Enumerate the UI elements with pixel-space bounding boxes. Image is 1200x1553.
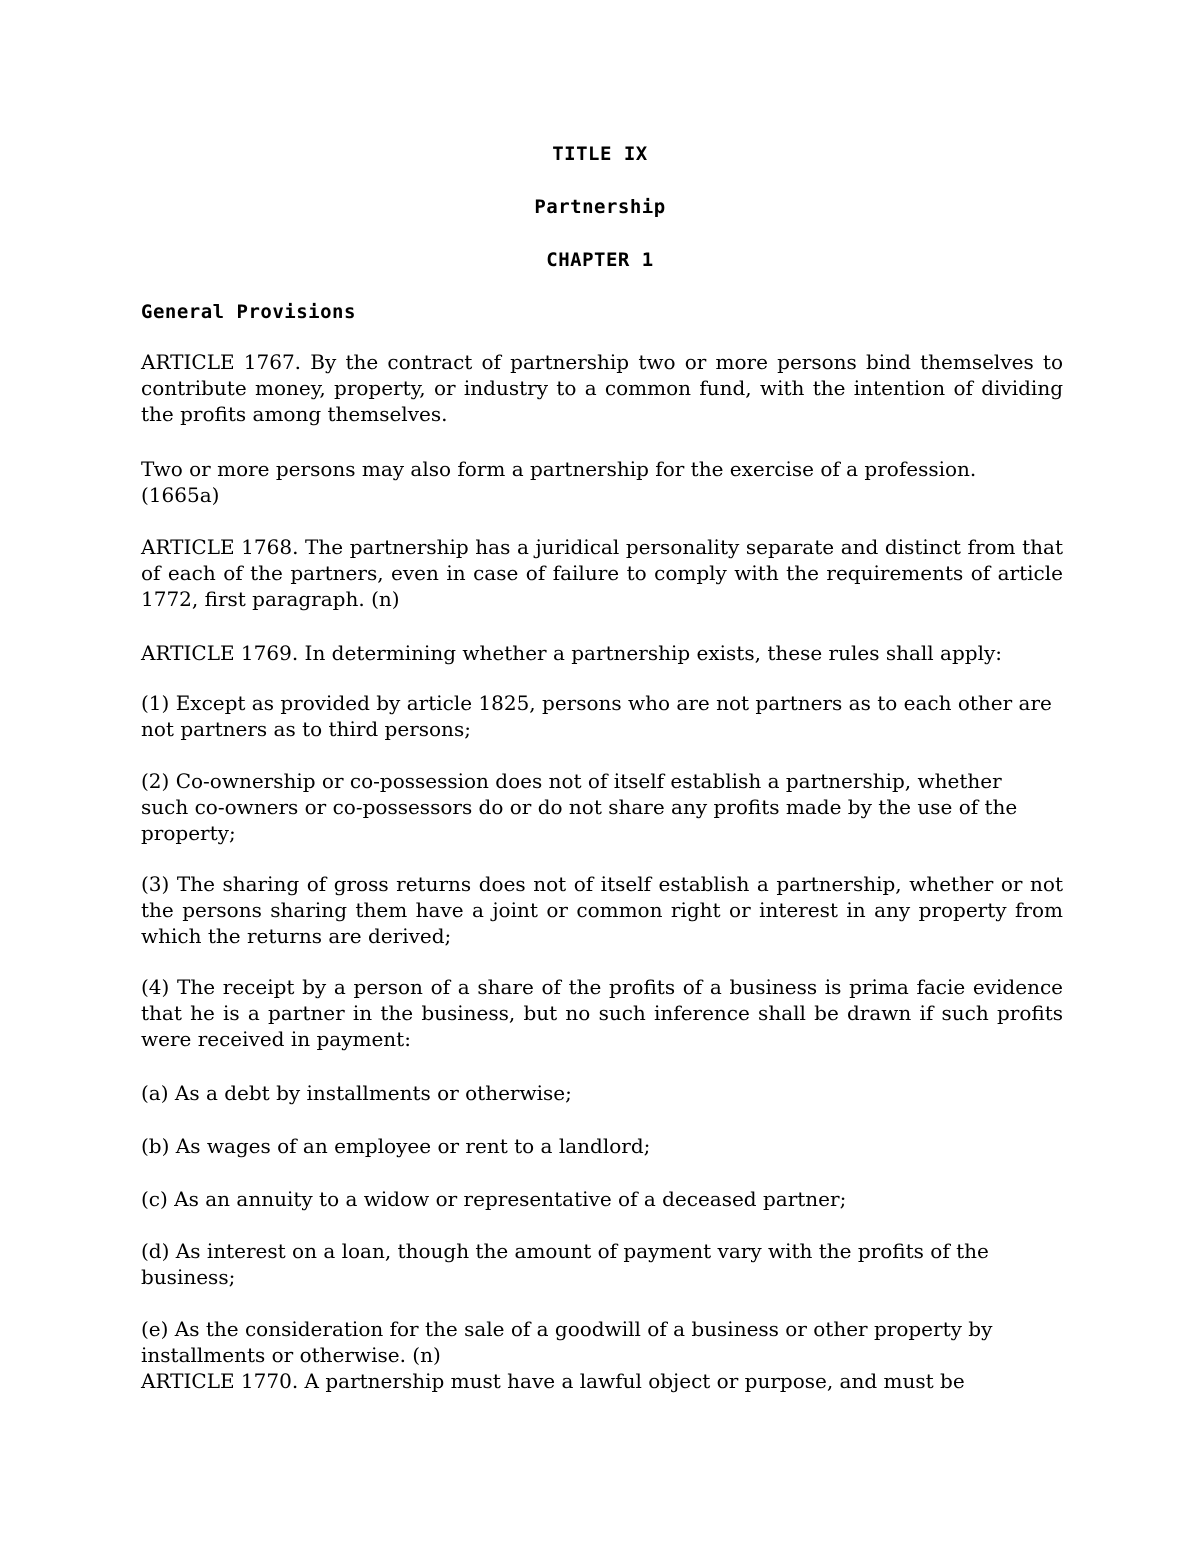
item-e-line: installments or otherwise. (n) [141,1343,441,1367]
item-a-paragraph: (a) As a debt by installments or otherwise; [141,1081,572,1105]
subtitle-heading: Partnership [534,196,666,218]
section-heading: General Provisions [141,301,356,323]
item-d-paragraph [141,1238,1063,1290]
rule-2-line: (2) Co-ownership or co-possession does not of itself establish a partnership, whether [141,769,1002,793]
article-1767-second-paragraph [141,456,1063,508]
rule-2-line: such co-owners or co-possessors do or do not share any profits made by the use of the [141,795,1018,819]
chapter-heading: CHAPTER 1 [546,249,654,271]
article-1768-paragraph: ARTICLE 1768. The partnership has a juridical personality separate and distinct from that of each of the partners, even in case of failure to comply with the requirements of article 1772, first paragraph. (n) [141,535,1063,611]
rule-1-line: (1) Except as provided by article 1825, persons who are not partners as to each other are [141,691,1052,715]
article-1767-second-paragraph-line: Two or more persons may also form a partnership for the exercise of a profession. [141,457,977,481]
item-d-line: (d) As interest on a loan, though the amount of payment vary with the profits of the [141,1239,989,1263]
rule-4-paragraph: (4) The receipt by a person of a share of the profits of a business is prima facie evidence that he is a partner in the business, but no such inference shall be drawn if such profits were received in payment: [141,975,1063,1051]
article-1769-paragraph: ARTICLE 1769. In determining whether a partnership exists, these rules shall apply: [141,641,1003,665]
article-1767-paragraph: ARTICLE 1767. By the contract of partnership two or more persons bind themselves to contribute money, property, or industry to a common fund, with the intention of dividing the profits among themselves. [141,350,1063,426]
title-heading: TITLE IX [552,143,648,165]
item-e-paragraph [141,1316,1063,1368]
item-b-paragraph: (b) As wages of an employee or rent to a landlord; [141,1134,651,1158]
rule-2-paragraph [141,768,1063,846]
rule-1-line: not partners as to third persons; [141,717,471,741]
rule-3-paragraph: (3) The sharing of gross returns does not of itself establish a partnership, whether or not the persons sharing them have a joint or common right or interest in any property from which the returns are derived; [141,872,1063,948]
article-1770-paragraph: ARTICLE 1770. A partnership must have a lawful object or purpose, and must be [141,1369,965,1393]
rule-2-line: property; [141,821,236,845]
item-d-line: business; [141,1265,236,1289]
rule-1-paragraph [141,690,1063,742]
article-1767-citation: (1665a) [141,483,220,507]
item-e-line: (e) As the consideration for the sale of a goodwill of a business or other property by [141,1317,993,1341]
item-c-paragraph: (c) As an annuity to a widow or representative of a deceased partner; [141,1187,847,1211]
